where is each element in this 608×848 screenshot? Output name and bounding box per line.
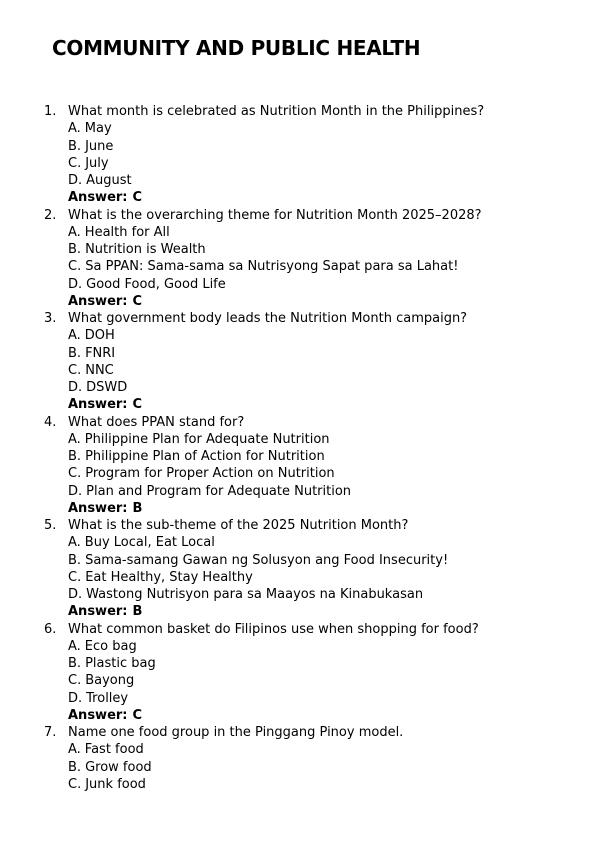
option-item bbox=[68, 138, 608, 155]
answer-label: Answer: bbox=[68, 707, 128, 723]
answer-letter: C bbox=[132, 293, 143, 309]
answer-letter: C bbox=[132, 397, 143, 413]
option-list bbox=[68, 327, 608, 396]
option-text: Bayong bbox=[85, 673, 135, 689]
option-text: Eat Healthy, Stay Healthy bbox=[85, 569, 253, 585]
option-item bbox=[68, 431, 608, 448]
option-item bbox=[68, 776, 608, 793]
option-text: Wastong Nutrisyon para sa Maayos na Kinabukasan bbox=[86, 587, 424, 602]
option-letter: D. bbox=[68, 380, 83, 395]
option-text: Sama-samang Gawan ng Solusyon ang Food Insecurity! bbox=[85, 552, 449, 568]
option-item bbox=[68, 638, 608, 655]
option-text: July bbox=[85, 155, 109, 171]
option-item bbox=[68, 672, 608, 689]
answer-label: Answer: bbox=[68, 500, 128, 516]
option-list bbox=[68, 224, 608, 293]
answer-letter: C bbox=[132, 707, 143, 723]
option-item bbox=[68, 483, 608, 500]
answer-letter: B bbox=[132, 604, 143, 620]
question-item bbox=[44, 310, 608, 414]
option-item bbox=[68, 759, 608, 776]
option-item bbox=[68, 362, 608, 379]
question-body bbox=[68, 621, 608, 725]
option-item bbox=[68, 690, 608, 707]
option-text: DOH bbox=[84, 328, 115, 344]
option-item bbox=[68, 155, 608, 172]
option-item bbox=[68, 345, 608, 362]
question-number: 7. bbox=[44, 725, 57, 740]
option-letter: C. bbox=[68, 466, 82, 482]
answer-label: Answer: bbox=[68, 604, 128, 620]
option-text: Fast food bbox=[84, 742, 144, 758]
option-text: Buy Local, Eat Local bbox=[84, 535, 215, 551]
option-text: Philippine Plan of Action for Nutrition bbox=[85, 449, 325, 464]
question-text: What is the sub-theme of the 2025 Nutrition Month? bbox=[68, 518, 409, 533]
question-text: What does PPAN stand for? bbox=[68, 414, 245, 430]
option-item bbox=[68, 120, 608, 137]
answer-letter: B bbox=[132, 500, 143, 516]
option-letter: A. bbox=[68, 224, 81, 240]
question-body bbox=[68, 517, 608, 621]
question-text: What is the overarching theme for Nutrition Month 2025–2028? bbox=[68, 207, 482, 223]
answer-line bbox=[68, 189, 608, 206]
question-item bbox=[44, 207, 608, 311]
option-item bbox=[68, 276, 608, 293]
option-letter: C. bbox=[68, 673, 82, 689]
option-text: Health for All bbox=[84, 224, 170, 240]
answer-line bbox=[68, 707, 608, 724]
option-letter: A. bbox=[68, 742, 81, 758]
option-letter: A. bbox=[68, 431, 81, 447]
option-item bbox=[68, 379, 608, 396]
option-list bbox=[68, 534, 608, 603]
option-list bbox=[68, 431, 608, 500]
option-list bbox=[68, 638, 608, 707]
option-letter: A. bbox=[68, 121, 81, 137]
option-item bbox=[68, 327, 608, 344]
option-text: Trolley bbox=[86, 690, 129, 706]
option-text: Plan and Program for Adequate Nutrition bbox=[86, 483, 352, 499]
option-text: FNRI bbox=[85, 345, 116, 361]
option-text: Junk food bbox=[85, 776, 146, 792]
option-letter: D. bbox=[68, 483, 83, 499]
option-text: Grow food bbox=[85, 759, 152, 775]
question-text: What month is celebrated as Nutrition Month in the Philippines? bbox=[68, 104, 485, 119]
option-letter: A. bbox=[68, 328, 81, 344]
answer-label: Answer: bbox=[68, 190, 128, 206]
option-text: Plastic bag bbox=[85, 656, 156, 671]
question-number: 2. bbox=[44, 207, 57, 223]
option-list bbox=[68, 120, 608, 189]
question-number: 4. bbox=[44, 414, 57, 430]
option-item bbox=[68, 534, 608, 551]
option-letter: C. bbox=[68, 155, 82, 171]
page-title: COMMUNITY AND PUBLIC HEALTH bbox=[52, 36, 421, 60]
option-letter: D. bbox=[68, 690, 83, 706]
option-item bbox=[68, 224, 608, 241]
option-text: NNC bbox=[85, 362, 114, 378]
option-text: May bbox=[84, 121, 112, 137]
question-item bbox=[44, 103, 608, 207]
option-letter: A. bbox=[68, 535, 81, 551]
option-letter: C. bbox=[68, 776, 82, 792]
option-letter: C. bbox=[68, 362, 82, 378]
option-item bbox=[68, 258, 608, 275]
option-letter: B. bbox=[68, 345, 82, 361]
option-letter: A. bbox=[68, 638, 81, 654]
option-letter: D. bbox=[68, 173, 83, 188]
option-text: DSWD bbox=[86, 380, 128, 395]
question-number: 3. bbox=[44, 311, 57, 326]
option-letter: C. bbox=[68, 569, 82, 585]
option-item bbox=[68, 448, 608, 465]
option-letter: B. bbox=[68, 449, 82, 464]
question-item bbox=[44, 724, 608, 793]
question-text: What government body leads the Nutrition Month campaign? bbox=[68, 311, 468, 326]
question-item bbox=[44, 414, 608, 518]
option-text: Philippine Plan for Adequate Nutrition bbox=[84, 431, 330, 447]
option-text: Sa PPAN: Sama-sama sa Nutrisyong Sapat para sa Lahat! bbox=[85, 259, 459, 275]
answer-letter: C bbox=[132, 190, 143, 206]
question-text: Name one food group in the Pinggang Pinoy model. bbox=[68, 725, 404, 740]
option-text: Nutrition is Wealth bbox=[85, 242, 206, 257]
answer-label: Answer: bbox=[68, 293, 128, 309]
question-body bbox=[68, 207, 608, 311]
option-text: June bbox=[85, 138, 114, 154]
option-letter: B. bbox=[68, 242, 82, 257]
question-body bbox=[68, 414, 608, 518]
option-text: Eco bag bbox=[84, 638, 137, 654]
answer-line bbox=[68, 293, 608, 310]
option-letter: D. bbox=[68, 587, 83, 602]
option-letter: B. bbox=[68, 138, 82, 154]
question-text: What common basket do Filipinos use when shopping for food? bbox=[68, 621, 479, 637]
option-item bbox=[68, 552, 608, 569]
answer-label: Answer: bbox=[68, 397, 128, 413]
option-letter: B. bbox=[68, 656, 82, 671]
question-number: 6. bbox=[44, 621, 57, 637]
question-list bbox=[44, 103, 608, 793]
option-item bbox=[68, 172, 608, 189]
question-number: 5. bbox=[44, 518, 57, 533]
option-letter: B. bbox=[68, 759, 82, 775]
option-item bbox=[68, 586, 608, 603]
option-text: August bbox=[86, 173, 132, 188]
option-text: Good Food, Good Life bbox=[86, 276, 226, 292]
question-item bbox=[44, 621, 608, 725]
option-letter: B. bbox=[68, 552, 82, 568]
option-letter: C. bbox=[68, 259, 82, 275]
option-item bbox=[68, 465, 608, 482]
option-item bbox=[68, 241, 608, 258]
question-body bbox=[68, 724, 608, 793]
answer-line bbox=[68, 603, 608, 620]
question-number: 1. bbox=[44, 104, 57, 119]
option-item bbox=[68, 569, 608, 586]
option-item bbox=[68, 741, 608, 758]
option-text: Program for Proper Action on Nutrition bbox=[85, 466, 335, 482]
question-body bbox=[68, 310, 608, 414]
option-letter: D. bbox=[68, 276, 83, 292]
question-item bbox=[44, 517, 608, 621]
question-body bbox=[68, 103, 608, 207]
answer-line bbox=[68, 396, 608, 413]
option-list bbox=[68, 741, 608, 793]
answer-line bbox=[68, 500, 608, 517]
option-item bbox=[68, 655, 608, 672]
